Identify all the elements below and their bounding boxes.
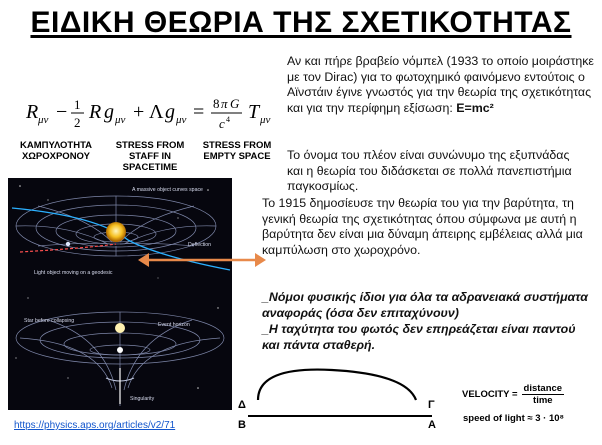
point-alpha: Α <box>428 419 436 431</box>
svg-text:+: + <box>133 101 145 123</box>
svg-text:8: 8 <box>213 96 220 111</box>
svg-text:c: c <box>219 116 225 131</box>
svg-text:G: G <box>230 96 240 111</box>
stress-empty-label: STRESS FROM EMPTY SPACE <box>202 140 272 162</box>
svg-text:1: 1 <box>74 97 81 112</box>
label-star: Star before collapsing <box>24 318 75 324</box>
point-delta: Δ <box>238 399 246 411</box>
svg-text:g: g <box>165 101 175 123</box>
law-speed-of-light: _Η ταχύτητα του φωτός δεν επηρεάζεται είναι παντού και πάντα σταθερή. <box>262 322 576 352</box>
spacetime-curvature-image <box>8 178 232 410</box>
velocity-denominator: time <box>533 395 553 406</box>
velocity-label: VELOCITY = <box>462 389 518 400</box>
svg-text:=: = <box>193 101 205 123</box>
label-deflection: Deflection <box>188 242 212 248</box>
svg-text:R: R <box>26 101 39 123</box>
equation-graphic <box>20 90 280 136</box>
svg-text:2: 2 <box>74 115 81 130</box>
intro-paragraph <box>287 54 595 116</box>
label-event-horizon: Event horizon <box>158 322 190 328</box>
svg-text:T: T <box>248 101 260 123</box>
svg-text:μν: μν <box>38 114 49 126</box>
point-beta: Β <box>238 419 246 431</box>
svg-text:R: R <box>89 101 102 123</box>
source-link[interactable]: https://physics.aps.org/articles/v2/71 <box>14 420 176 431</box>
svg-text:−: − <box>56 101 68 123</box>
svg-text:μν: μν <box>115 114 126 126</box>
svg-text:μν: μν <box>260 114 271 126</box>
label-light-object: Light object moving on a geodesic <box>34 270 113 276</box>
einstein-field-equation <box>20 90 280 136</box>
svg-text:4: 4 <box>226 115 230 124</box>
velocity-formula <box>462 383 564 406</box>
general-relativity-paragraph: Το 1915 δημοσίευσε την θεωρία του για την βαρύτητα, τη γενική θεωρία της σχετικότητας όπου σύμφωνα με αυτή η βαρύτητα δεν είναι μια δύναμη άπειρης εμβέλειας αλλά μια καμπύλωση στο χωροχρόνο. <box>262 196 583 257</box>
intro-text: Αν και πήρε βραβείο νόμπελ (1933 το οποίο μοιράστηκε με τον Dirac) για το φωτοχημικό φαινόμενο εντούτοις ο Αϊνστάιν έγινε γνωστός για την θεωρία της σχετικότητας και για την περίφημη εξίσωση: <box>287 54 594 115</box>
fame-paragraph: Το όνομα του πλέον είναι συνώνυμο της εξυπνάδας και η θεωρία του διδάσκεται σε πολλά πανεπιστήμια παγκοσμίως. <box>287 148 572 194</box>
emc2-formula: E=mc² <box>456 100 494 115</box>
label-singularity: Singularity <box>130 396 155 402</box>
svg-text:μν: μν <box>176 114 187 126</box>
path-comparison-diagram <box>236 366 450 436</box>
page-title: ΕΙΔΙΚΗ ΘΕΩΡΙΑ ΤΗΣ ΣΧΕΤΙΚΟΤΗΤΑΣ <box>30 6 572 39</box>
velocity-fraction <box>522 383 565 406</box>
speed-of-light-formula: speed of light ≈ 3 · 10⁸ <box>463 413 565 424</box>
svg-text:π: π <box>221 96 228 111</box>
svg-text:Λ: Λ <box>149 101 164 123</box>
velocity-numerator: distance <box>523 383 563 394</box>
curvature-label: ΚΑΜΠΥΛΟΤΗΤΑ ΧΩΡΟΧΡΟΝΟΥ <box>19 140 93 162</box>
double-arrow-icon <box>138 250 266 270</box>
spacetime-graphic <box>8 178 232 410</box>
point-gamma: Γ <box>428 399 435 411</box>
svg-text:g: g <box>104 101 114 123</box>
stress-staff-label: STRESS FROM STAFF IN SPACETIME <box>115 140 185 173</box>
law-inertial-frames: _Νόμοι φυσικής ίδιοι για όλα τα αδρανειακά συστήματα αναφοράς (όσα δεν επιταχύνουν) <box>262 290 588 320</box>
label-massive-object: A massive object curves space <box>132 187 203 193</box>
